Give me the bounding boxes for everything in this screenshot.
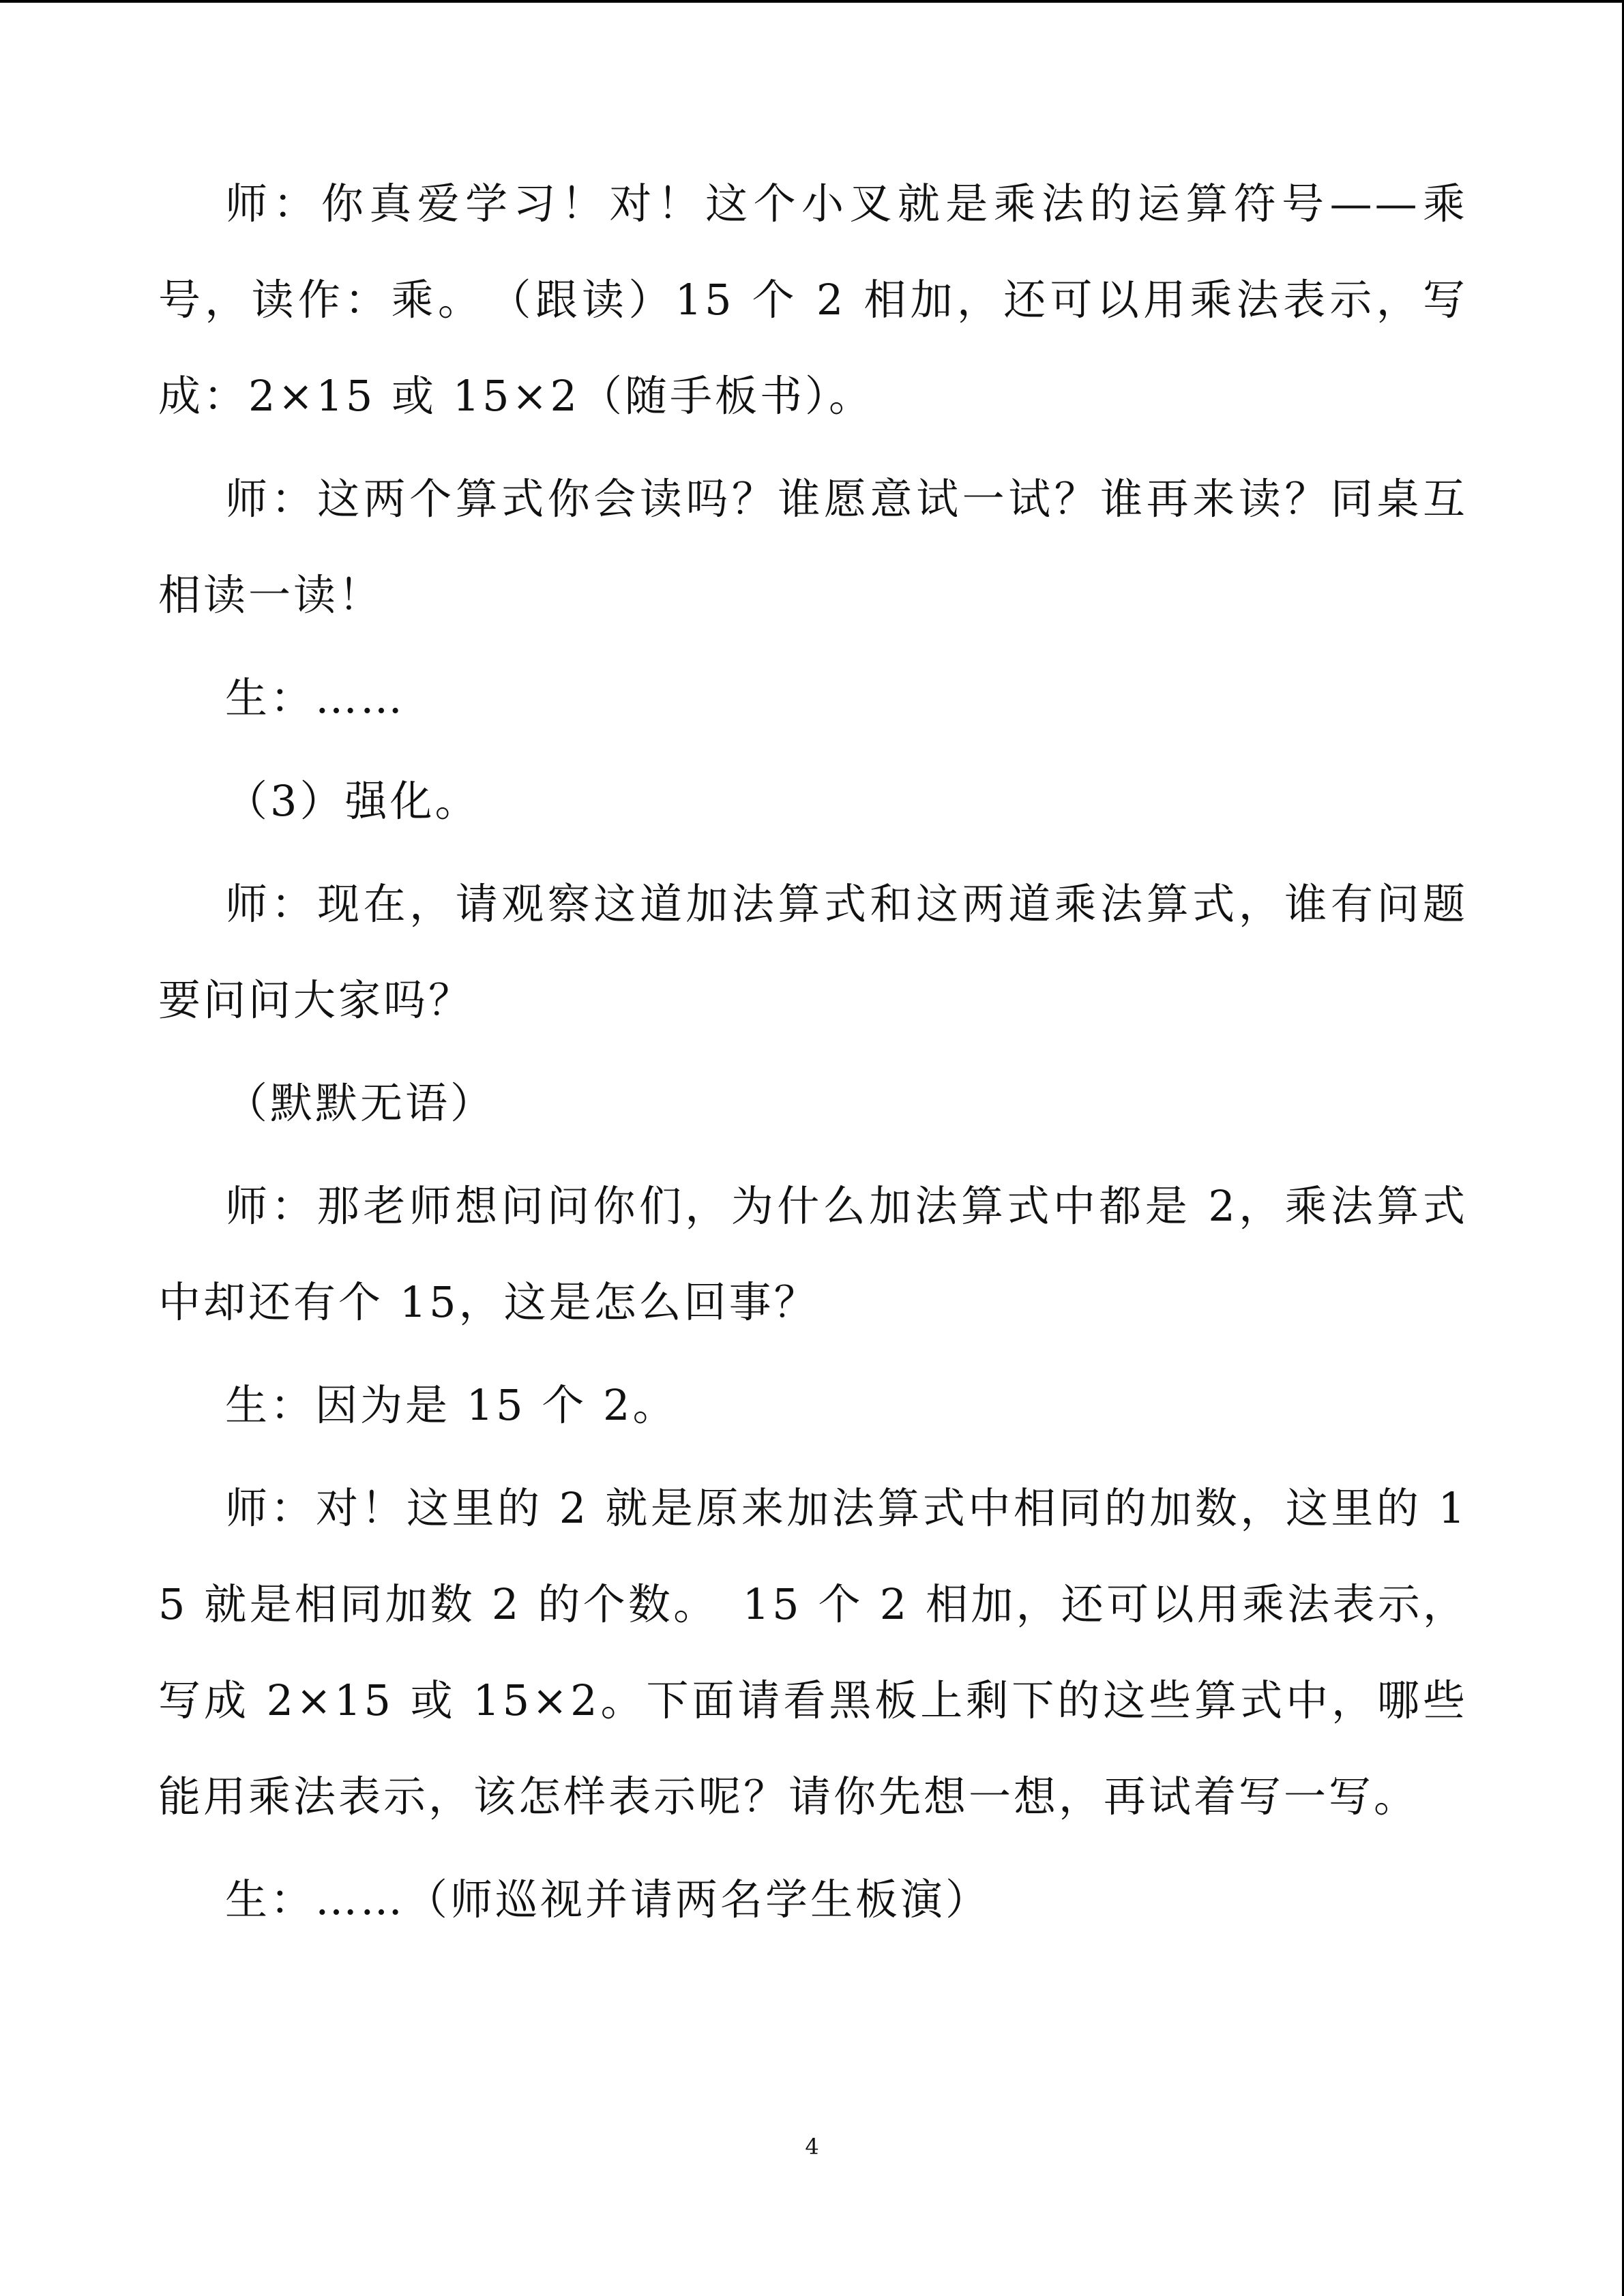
- paragraph-teacher-observe: 师：现在，请观察这道加法算式和这两道乘法算式，谁有问题要问问大家吗？: [158, 879, 1468, 1025]
- paragraph-teacher-why-15: 师：那老师想问问你们，为什么加法算式中都是 2，乘法算式中却还有个 15，这是怎么回事？: [158, 1181, 1468, 1327]
- paragraph-silence: （默默无语）: [225, 1078, 496, 1128]
- paragraph-teacher-multiplication-sign: 师：你真爱学习！对！这个小叉就是乘法的运算符号——乘号，读作：乘。 （跟读）15 个 2 相加，还可以用乘法表示，写成：2×15 或 15×2（随手板书）。: [158, 179, 1468, 421]
- paragraph-student-reply-1: 生：……: [225, 673, 406, 723]
- section-heading-strengthen: （3）强化。: [225, 776, 480, 826]
- paragraph-student-board-work: 生：……（师巡视并请两名学生板演）: [225, 1875, 991, 1924]
- document-body: [158, 155, 1468, 1954]
- paragraph-student-answer: 生：因为是 15 个 2。: [225, 1380, 678, 1430]
- page-number: 4: [805, 2134, 819, 2160]
- paragraph-teacher-read-formulas: 师：这两个算式你会读吗？谁愿意试一试？谁再来读？同桌互相读一读！: [158, 474, 1468, 620]
- top-border-line: [0, 0, 1624, 3]
- paragraph-teacher-explain: 师：对！这里的 2 就是原来加法算式中相同的加数，这里的 15 就是相同加数 2 的个数。 15 个 2 相加，还可以用乘法表示，写成 2×15 或 15×2。下面请看黑板上剩下的这些算式中，哪些能用乘法表示，该怎样表示呢？请你先想一想，再试着写一写。: [158, 1483, 1468, 1821]
